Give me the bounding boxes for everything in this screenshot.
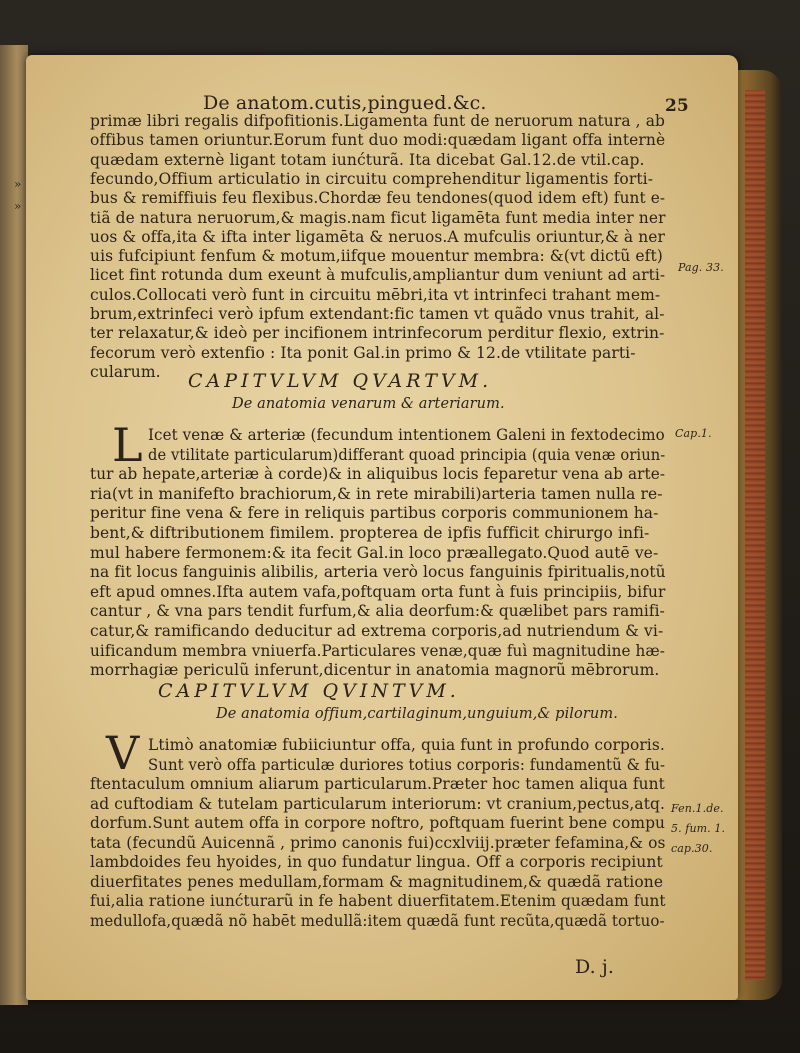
text-line: ria(vt in manifefto brachiorum,& in rete mirabili)arteria tamen nulla re-: [90, 484, 663, 503]
chapter-4-subtitle: De anatomia venarum & arteriarum.: [232, 396, 505, 412]
margin-note-fen-1: Fen.1.de.: [671, 802, 724, 815]
text-line: na fit locus fanguinis alibilis, arteria verò locus fanguinis fpiritualis,notũ: [90, 563, 666, 582]
text-line: peritur fine vena & fere in reliquis partibus corporis communionem ha-: [90, 504, 659, 523]
margin-mark-2: »: [14, 199, 22, 213]
text-line: dorfum.Sunt autem offa in corpore noftro, poftquam fuerint bene compu: [90, 814, 666, 832]
text-line: Sunt verò offa particulæ duriores totius corporis: fundamentũ & fu-: [148, 755, 666, 774]
margin-note-fen-3: cap.30.: [671, 842, 713, 855]
chapter-5-subtitle: De anatomia offium,cartilaginum,unguium,& pilorum.: [216, 706, 618, 722]
margin-note-pag: Pag. 33.: [678, 261, 724, 274]
text-line: offibus tamen oriuntur.Eorum funt duo modi:quædam ligant offa internè: [90, 131, 666, 150]
chapter-5-title: CAPITVLVM QVINTVM.: [158, 680, 460, 702]
text-line: cularum.: [90, 362, 161, 381]
text-line: tata (fecundũ Auicennã , primo canonis fui)ccxlviij.præter fefamina,& os: [90, 833, 666, 852]
text-line: ftentaculum omnium aliarum particularum.Præter hoc tamen aliqua funt: [90, 775, 665, 793]
margin-mark-1: »: [14, 177, 22, 191]
text-line: Ltimò anatomiæ fubiiciuntur offa, quia funt in profundo corporis.: [148, 736, 665, 754]
text-line: brum,extrinfeci verò ipfum extendant:fic tamen vt quãdo vnus trahit, al-: [90, 305, 665, 323]
running-head-title: De anatom.cutis,pingued.&c.: [203, 92, 487, 114]
text-line: ad cuftodiam & tutelam particularum interiorum: vt cranium,pectus,atq.: [90, 794, 665, 813]
page-number: 25: [665, 96, 689, 116]
text-line: quædam externè ligant totam iunćturã. Ita dicebat Gal.12.de vtil.cap.: [90, 150, 645, 169]
margin-note-cap: Cap.1.: [675, 427, 712, 440]
chapter-4-title: CAPITVLVM QVARTVM.: [188, 370, 493, 392]
text-line: fecundo,Offium articulatio in circuitu comprehenditur ligamentis forti-: [90, 169, 654, 188]
text-line: Icet venæ & arteriæ (fecundum intentionem Galeni in fextodecimo: [148, 426, 665, 444]
text-line: uificandum membra vniuerfa.Particulares venæ,quæ fuì magnitudine hæ-: [90, 641, 666, 660]
text-line: fui,alia ratione iunćturarũ in fe habent diuerfitatem.Etenim quædam funt: [90, 892, 666, 910]
text-line: uis fufcipiunt fenfum & motum,iifque mouentur membra: &(vt dictũ eft): [90, 247, 663, 266]
text-line: bus & remiffiuis feu flexibus.Chordæ feu tendones(quod idem eft) funt e-: [90, 189, 666, 208]
text-line: ter relaxatur,& ideò per incifionem intrinfecorum perditur flexio, extrin-: [90, 324, 665, 343]
text-line: catur,& ramificando deducitur ad extrema corporis,ad nutriendum & vi-: [90, 622, 664, 640]
text-line: culos.Collocati verò funt in circuitu mēbri,ita vt intrinfeci trahant mem-: [90, 285, 661, 304]
text-line: primæ libri regalis difpofitionis.Ligamenta funt de neruorum natura , ab: [90, 112, 666, 130]
drop-cap-L: L: [112, 418, 143, 472]
text-line: fecorum verò extenfio : Ita ponit Gal.in primo & 12.de vtilitate parti-: [90, 343, 636, 362]
text-line: eft apud omnes.Ifta autem vafa,poftquam orta funt à fuis principiis, bifur: [90, 582, 666, 601]
text-line: cantur , & vna pars tendit furfum,& alia deorfum:& quælibet pars ramifi-: [90, 602, 665, 621]
text-line: lambdoides feu hyoides, in quo fundatur lingua. Off a corporis recipiunt: [90, 853, 663, 871]
catchword: D. j.: [575, 956, 615, 978]
text-line: morrhagiæ periculũ inferunt,dicentur in anatomia magnorũ mēbrorum.: [90, 661, 660, 680]
text-line: mul habere fermonem:& ita fecit Gal.in loco præallegato.Quod autē ve-: [90, 543, 659, 562]
drop-cap-V: V: [106, 726, 140, 780]
text-line: de vtilitate particularum)differant quoad principia (quia venæ oriun-: [148, 445, 666, 464]
text-line: tur ab hepate,arteriæ à corde)& in aliquibus locis feparetur vena ab arte-: [90, 465, 666, 484]
text-line: bent,& diftributionem fimilem. propterea de ipfis fufficit chirurgo infi-: [90, 524, 650, 542]
margin-note-fen-2: 5. fum. 1.: [671, 822, 726, 835]
text-line: uos & offa,ita & ifta inter ligamēta & neruos.A mufculis oriuntur,& à ner: [90, 227, 665, 246]
text-line: diuerfitates penes medullam,formam & magnitudinem,& quædã ratione: [90, 872, 664, 891]
red-sprinkled-edge: [745, 90, 765, 980]
text-line: licet fint rotunda dum exeunt à mufculis,ampliantur dum veniunt ad arti-: [90, 266, 666, 285]
text-line: medullofa,quædã nõ habēt medullã:item quædã funt recũta,quædã tortuo-: [90, 911, 665, 930]
text-line: tiã de natura neruorum,& magis.nam ficut ligamēta funt media inter ner: [90, 208, 666, 227]
